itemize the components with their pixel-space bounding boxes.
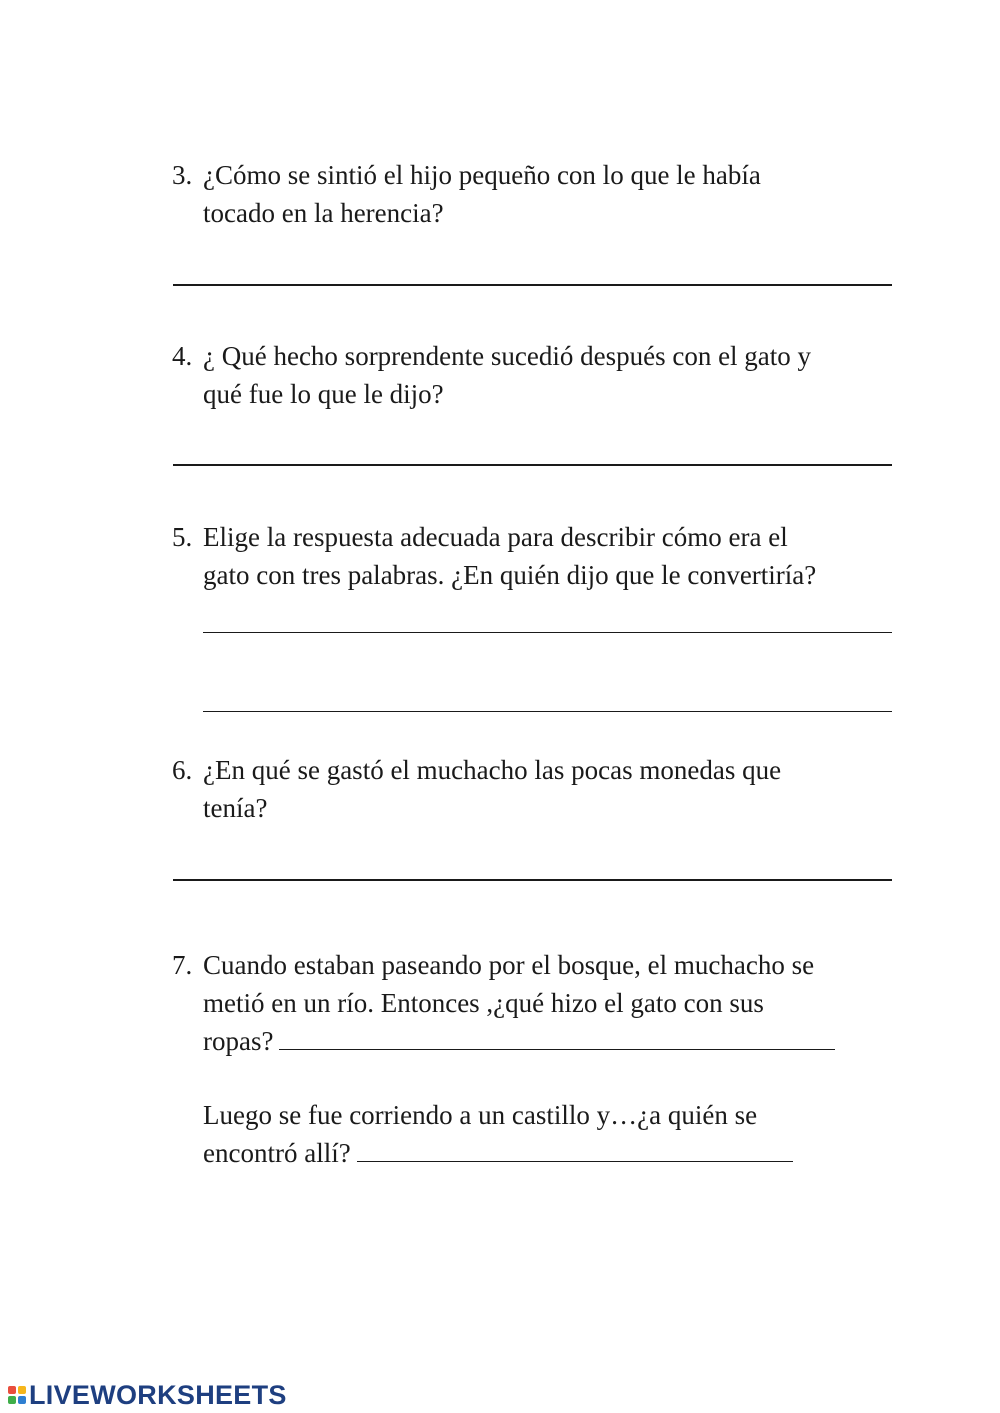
question-text: ropas? bbox=[203, 1026, 274, 1056]
logo-square-icon bbox=[8, 1396, 16, 1404]
question-7 bbox=[172, 946, 902, 1172]
followup-text-line: Luego se fue corriendo a un castillo y…¿a quién se bbox=[203, 1100, 758, 1130]
followup-text: encontró allí? bbox=[203, 1138, 351, 1168]
answer-line-4[interactable] bbox=[173, 464, 892, 466]
question-6 bbox=[172, 751, 902, 827]
answer-line-5a[interactable] bbox=[203, 632, 892, 633]
answer-blank-7a[interactable] bbox=[279, 1027, 835, 1050]
question-text-line: gato con tres palabras. ¿En quién dijo que le convertiría? bbox=[203, 560, 817, 590]
question-text-line: metió en un río. Entonces ,¿qué hizo el gato con sus bbox=[203, 988, 764, 1018]
answer-line-6[interactable] bbox=[173, 879, 892, 881]
answer-blank-7b[interactable] bbox=[357, 1139, 793, 1162]
followup-text-line-with-blank bbox=[203, 1134, 902, 1172]
logo-square-icon bbox=[18, 1396, 26, 1404]
question-text-line: Cuando estaban paseando por el bosque, el muchacho se bbox=[203, 950, 815, 980]
question-number: 4. bbox=[172, 341, 193, 371]
question-text-line-with-blank bbox=[203, 1022, 902, 1060]
logo-square-icon bbox=[8, 1386, 16, 1394]
spacer bbox=[203, 1060, 902, 1096]
question-text-line: ¿ Qué hecho sorprendente sucedió después con el gato y bbox=[203, 341, 812, 371]
logo-text: LIVEWORKSHEETS bbox=[29, 1379, 287, 1410]
question-5 bbox=[172, 518, 902, 594]
question-text-line: ¿Cómo se sintió el hijo pequeño con lo que le había bbox=[203, 160, 761, 190]
question-4 bbox=[172, 337, 902, 413]
question-text-line: ¿En qué se gastó el muchacho las pocas monedas que bbox=[203, 755, 782, 785]
question-number: 6. bbox=[172, 755, 193, 785]
question-3 bbox=[172, 156, 902, 232]
question-text-line: tocado en la herencia? bbox=[203, 198, 444, 228]
question-number: 7. bbox=[172, 950, 193, 980]
question-text-line: Elige la respuesta adecuada para describir cómo era el bbox=[203, 522, 788, 552]
answer-line-3[interactable] bbox=[173, 284, 892, 286]
logo-grid-icon bbox=[8, 1386, 26, 1404]
question-text-line: tenía? bbox=[203, 793, 268, 823]
answer-line-5b[interactable] bbox=[203, 711, 892, 712]
logo-square-icon bbox=[18, 1386, 26, 1394]
question-number: 5. bbox=[172, 522, 193, 552]
liveworksheets-logo[interactable] bbox=[8, 1380, 287, 1410]
question-text-line: qué fue lo que le dijo? bbox=[203, 379, 444, 409]
question-number: 3. bbox=[172, 160, 193, 190]
